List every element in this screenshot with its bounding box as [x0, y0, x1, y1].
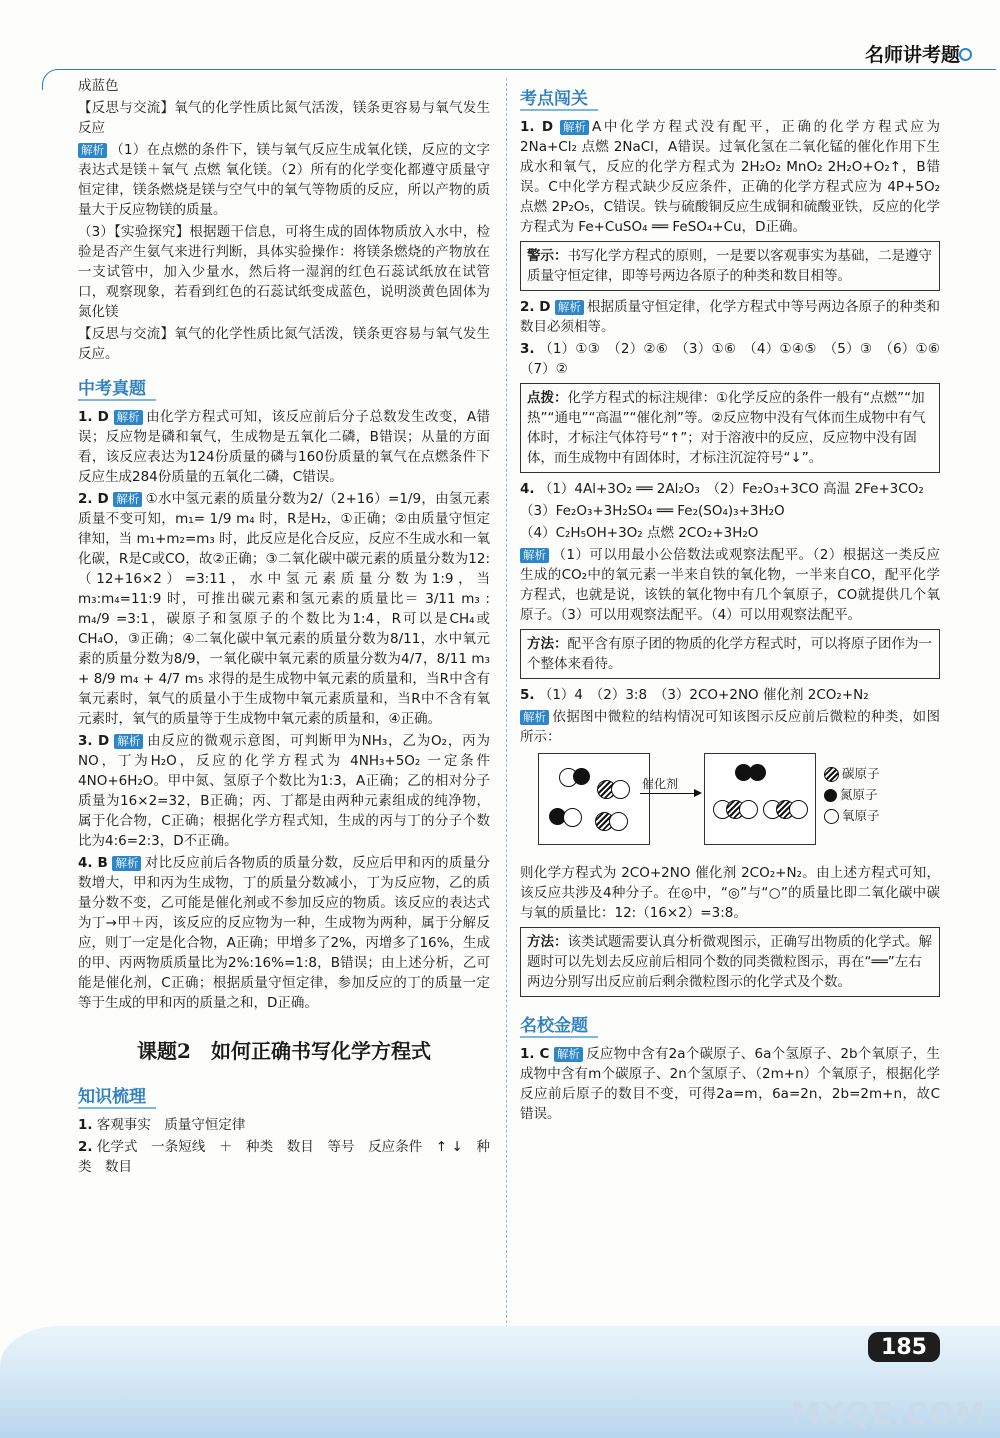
- tip-text: 该类试题需要认真分析微观图示，正确写出物质的化学式。解题时可以先划去反应前后相同个数的同类微粒图示，再在“══”左右两边分别写出反应前后剩余微粒图示的化学式及个数。: [527, 934, 932, 990]
- analysis-tag: 解析: [520, 548, 549, 563]
- tip-text: 配平含有原子团的物质的化学方程式时，可以将原子团作为一个整体来看待。: [527, 636, 932, 672]
- legend-label: 氧原子: [842, 808, 880, 823]
- top-rule: [56, 69, 996, 70]
- nitrogen-atom-icon: [824, 789, 837, 802]
- answer-item: [78, 407, 490, 487]
- oxygen-atom-icon: [609, 812, 628, 831]
- oxygen-atom-icon: [739, 800, 758, 819]
- intro-line: 成蓝色: [78, 78, 119, 94]
- answer-text: ①水中氢元素的质量分数为2/（2+16）=1/9，由氢元素质量不变可知，m₁= 1/9 m₄ 时，R是H₂，①正确；②由质量守恒定律知，当 m₁+m₂=m₃ 时，此反应是化合反应，反应不生成水和一氧化碳，R是C或CO，故②正确；③二氧化碳中碳元素的质量分数为12:（12+16×2）=3:11，水中氢元素质量分数为1:9，当 m₃:m₄=11:9 时，可推出碳元素和氢元素的质量比＝ 3/11 m₃ : m₄/9 =3:1，碳原子和氢原子的个数比为1:4，R可以是CH₄或CH₄O，③正确；④二氧化碳中氧元素的质量分数为8/11，水中氧元素的质量分数为8/9，一氧化碳中氧元素的质量分数为4/7，8/11 m₃ + 8/9 m₄ + 4/7 m₅ 求得的是生成物中氧元素的质量和，当R中含有氧元素时，氧气的质量小于生成物中氧元素质量和，当R中不含有氧元素时，氧气的质量等于生成物中氧元素的质量和，④正确。: [78, 491, 490, 727]
- chapter-title: 课题2 如何正确书写化学方程式: [137, 1039, 431, 1063]
- analysis-tag: 解析: [114, 410, 143, 425]
- analysis-text: 依据图中微粒的结构情况可知该图示反应前后微粒的种类，如图所示：: [520, 709, 940, 745]
- tip-box: [520, 629, 940, 679]
- carbon-atom-icon: [824, 767, 839, 782]
- equation-line: （3）Fe₂O₃+3H₂SO₄ ══ Fe₂(SO₄)₃+3H₂O: [520, 503, 785, 519]
- right-column: [520, 76, 954, 1126]
- header-dot-icon: [959, 48, 972, 61]
- analysis-paragraph: （3）【实验探究】根据题干信息，可将生成的固体物质放入水中，检验是否产生氨气来进行判断，具体实验操作：将镁条燃烧的产物放在一支试管中，加入少量水，然后将一湿润的红色石蕊试纸放在试管口，观察现象，若看到红色的石蕊试纸变成蓝色，说明淡黄色固体为氮化镁: [78, 224, 490, 320]
- header-title: 名师讲考题: [864, 44, 960, 66]
- reactants-box: [538, 753, 650, 845]
- section-heading: 中考真题: [78, 374, 156, 401]
- oxygen-atom-icon: [824, 809, 839, 824]
- atom-legend: [824, 763, 880, 826]
- section-heading: 知识梳理: [78, 1082, 156, 1109]
- analysis-tag: 解析: [112, 856, 141, 871]
- arrow-label: 催化剂: [642, 777, 679, 791]
- tip-text: 书写化学方程式的原则，一是要以客观事实为基础，二是遵守质量守恒定律，即等号两边各原子的种类和数目相等。: [527, 248, 932, 284]
- answer-item: [78, 731, 490, 851]
- analysis-paragraph: 【反思与交流】氧气的化学性质比氮气活泼，镁条更容易与氧气发生反应。: [78, 326, 490, 362]
- item-text: 化学式 一条短线 ＋ 种类 数目 等号 反应条件 ↑ ↓ 种类 数目: [78, 1139, 490, 1175]
- item-number: 2.: [78, 1139, 93, 1155]
- top-rule-curve: [42, 69, 63, 90]
- analysis-tag: 解析: [78, 143, 107, 158]
- tip-box: [520, 927, 940, 997]
- tip-box: [520, 241, 940, 291]
- legend-label: 氮原子: [840, 787, 878, 802]
- answer-item: [78, 853, 490, 1013]
- analysis-paragraph: 则化学方程式为 2CO+2NO 催化剂 2CO₂+N₂。由上述方程式可知，该反应共涉及4种分子。在◎中，“◎”与“○”的质量比即二氧化碳中碳与氧的质量比：12:（16×2）=3:8。: [520, 865, 940, 921]
- analysis-paragraph: [78, 140, 490, 220]
- answer-text: 由反应的微观示意图，可判断甲为NH₃，乙为O₂，丙为NO，丁为H₂O，反应的化学方程式为 4NH₃+5O₂ 一定条件 4NO+6H₂O。甲中氮、氢原子个数比为1:3，A正确；乙的相对分子质量为16×2=32，B正确；丙、丁都是由两种元素组成的纯净物，属于化合物，C正确；根据化学方程式知，生成的丙与丁的分子个数比为4:6=2:3，D不正确。: [78, 733, 490, 849]
- answer-number: 2. D: [78, 491, 109, 507]
- legend-label: 碳原子: [842, 766, 880, 781]
- oxygen-atom-icon: [611, 780, 630, 799]
- answer-number: 3. D: [78, 733, 110, 749]
- answer-item: [520, 339, 954, 379]
- item-number: 1.: [78, 1117, 93, 1133]
- analysis-tag: 解析: [114, 734, 143, 749]
- section-heading: 名校金题: [520, 1011, 598, 1038]
- answer-number: 4. B: [78, 855, 108, 871]
- intro-line: 【反思与交流】氧气的化学性质比氮气活泼，镁条更容易与氧气发生反应: [78, 100, 490, 136]
- tip-label: 方法：: [527, 934, 568, 950]
- products-box: [704, 753, 816, 845]
- answer-number: 3.: [520, 341, 535, 357]
- tip-label: 方法：: [527, 636, 568, 652]
- answer-number: 4.: [520, 481, 535, 497]
- answer-text: 根据质量守恒定律，化学方程式中等号两边各原子的种类和数目必须相等。: [520, 299, 940, 335]
- page-number: 185: [881, 1335, 927, 1360]
- answer-number: 5.: [520, 687, 535, 703]
- analysis-tag: 解析: [520, 710, 549, 725]
- reaction-arrow-icon: [640, 793, 700, 794]
- analysis-paragraph: [520, 707, 940, 747]
- watermark: MXQE.COM: [790, 1397, 986, 1432]
- answer-number: 1. D: [78, 409, 109, 425]
- analysis-tag: 解析: [560, 120, 589, 135]
- legend-item: [824, 784, 880, 805]
- tip-label: 警示：: [527, 248, 568, 264]
- answer-number: 2. D: [520, 299, 551, 315]
- oxygen-atom-icon: [789, 800, 808, 819]
- left-column: [78, 76, 490, 1179]
- answer-number: 1. C: [520, 1046, 550, 1062]
- section-heading: 考点闯关: [520, 84, 598, 111]
- answer-text: A中化学方程式没有配平，正确的化学方程式应为 2Na+Cl₂ 点燃 2NaCl，A错误。过氧化氢在二氧化锰的催化作用下生成水和氧气，反应的化学方程式为 2H₂O₂ MnO₂ 2H₂O+O₂↑，B错误。C中化学方程式缺少反应条件，正确的化学方程式应为 4P+5O₂ 点燃 2P₂O₅，C错误。铁与硫酸铜反应生成铜和硫酸亚铁，反应的化学方程式为 Fe+CuSO₄ ══ FeSO₄+Cu，D正确。: [520, 119, 940, 235]
- analysis-tag: 解析: [554, 1047, 583, 1062]
- answer-number: 1. D: [520, 119, 554, 135]
- analysis-paragraph: [520, 545, 940, 625]
- equation-line: （1）4Al+3O₂ ══ 2Al₂O₃ （2）Fe₂O₃+3CO 高温 2Fe+3CO₂: [538, 481, 924, 497]
- analysis-text: （1）可以用最小公倍数法或观察法配平。（2）根据这一类反应生成的CO₂中的氧元素一半来自铁的氧化物，一半来自CO，配平化学方程式，也就是说，该铁的氧化物中有几个氧原子，CO就提供几个氧原子。（3）可以用观察法配平。（4）可以用观察法配平。: [520, 547, 940, 623]
- analysis-text: （1）在点燃的条件下，镁与氧气反应生成氧化镁，反应的文字表达式是镁＋氧气 点燃 氧化镁。（2）所有的化学变化都遵守质量守恒定律，镁条燃烧是镁与空气中的氧气等物质的反应，所以产物的质量大于反应物镁的质量。: [78, 142, 490, 218]
- oxygen-atom-icon: [563, 808, 582, 827]
- tip-label: 点拨：: [527, 390, 568, 406]
- nitrogen-atom-icon: [749, 764, 766, 781]
- answer-text: （1）①③ （2）②⑥ （3）①⑥ （4）①④⑤ （5）③ （6）①⑥ （7）②: [520, 341, 954, 377]
- answer-item: [520, 685, 940, 705]
- molecule-figure: [520, 753, 940, 853]
- answer-text: 由化学方程式可知，该反应前后分子总数发生改变，A错误；反应物是磷和氧气，生成物是五氧化二磷，B错误；从量的方面看，该反应表达为124份质量的磷与160份质量的氧气在点燃条件下反应生成284份质量的五氧化二磷，C错误。: [78, 409, 490, 485]
- page-number-badge: [868, 1332, 940, 1362]
- column-divider: [506, 78, 507, 1348]
- equation-line: （4）C₂H₅OH+3O₂ 点燃 2CO₂+3H₂O: [520, 525, 759, 541]
- legend-item: [824, 763, 880, 784]
- tip-box: [520, 383, 940, 473]
- analysis-tag: 解析: [113, 492, 142, 507]
- analysis-tag: 解析: [555, 300, 584, 315]
- tip-text: 化学方程式的标注规律：①化学反应的条件一般有“点燃”“加热”“通电”“高温”“催化剂”等。②反应物中没有气体而生成物中有气体时，才标注气体符号“↑”；对于溶液中的反应，反应物中没有固体，而生成物中有固体时，才标注沉淀符号“↓”。: [527, 390, 926, 466]
- answer-text: 对比反应前后各物质的质量分数，反应后甲和丙的质量分数增大，甲和丙为生成物，丁的质量分数减小，丁为反应物，乙的质量分数不变，乙可能是催化剂或不参加反应的物质。该反应的表达式为丁→甲＋丙，该反应的反应物为一种，生成物为两种，属于分解反应，则丁一定是化合物，A正确；甲增多了2%，丙增多了16%，生成的甲、丙两物质质量比为2%:16%=1:8，B错误；由上述分析，乙可能是催化剂，C正确；根据质量守恒定律，参加反应的丁的质量一定等于生成的甲和丙的质量之和，D正确。: [78, 855, 491, 1011]
- legend-item: [824, 805, 880, 826]
- knowledge-item: [78, 1115, 490, 1135]
- answer-item: [520, 297, 940, 337]
- answer-item: [520, 117, 940, 237]
- item-text: 客观事实 质量守恒定律: [96, 1117, 246, 1133]
- answer-text: 反应物中含有2a个碳原子、6a个氢原子、2b个氧原子，生成物中含有m个碳原子、2n个氢原子、（2m+n）个氧原子，根据化学反应前后原子的数目不变，可得2a=m，6a=2n，2b=2m+n，故C错误。: [520, 1046, 940, 1122]
- knowledge-item: [78, 1137, 490, 1177]
- answer-item: [520, 479, 940, 499]
- answer-item: [520, 1044, 940, 1124]
- answer-item: [78, 489, 490, 729]
- answer-text: （1）4 （2）3:8 （3）2CO+2NO 催化剂 2CO₂+N₂: [538, 687, 869, 703]
- nitrogen-atom-icon: [573, 768, 590, 785]
